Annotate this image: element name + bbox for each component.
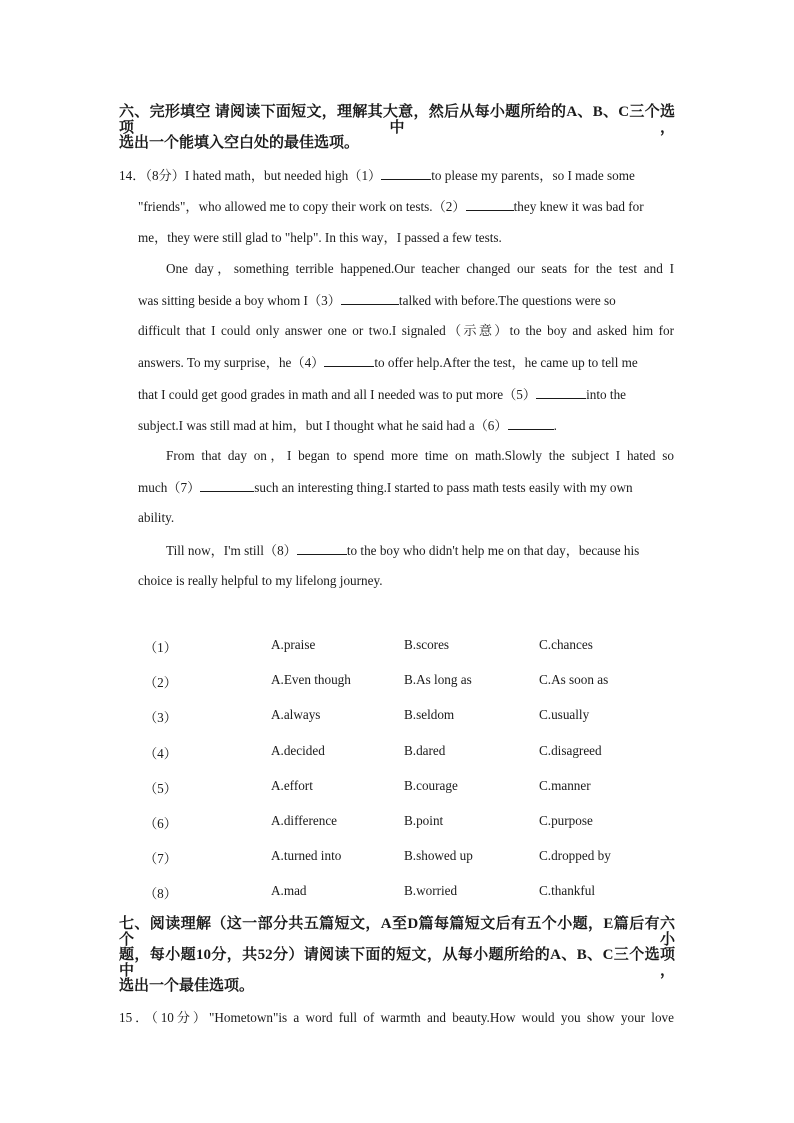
q15-line1: 15．（10分）"Hometown"is a word full of warmth and beauty.How would you show your love — [119, 1010, 674, 1025]
blank-3 — [341, 292, 399, 305]
option-number: （1） — [144, 640, 177, 655]
option-b: B.courage — [404, 778, 458, 793]
q14-para2-line6-text-a: subject.I was still mad at him，but I thought what he said had a（6） — [138, 418, 508, 433]
blank-1 — [381, 167, 431, 180]
q14-para3-line2 — [138, 479, 633, 496]
q14-para2-line3: difficult that I could only answer one or two.I signaled（示意）to the boy and asked him for — [138, 323, 674, 338]
q14-para2-line5-text-a: that I could get good grades in math and all I needed was to put more（5） — [138, 387, 537, 402]
blank-5 — [536, 386, 586, 399]
option-number: （7） — [144, 851, 177, 866]
option-c: C.manner — [539, 778, 591, 793]
q14-line2 — [138, 198, 644, 215]
q14-para2-line4-text-a: answers. To my surprise，he（4） — [138, 355, 325, 370]
section7-heading-line1: 七、阅读理解（这一部分共五篇短文，A至D篇每篇短文后有五个小题，E篇后有六个小 — [119, 916, 675, 948]
option-number: （4） — [144, 746, 177, 761]
q14-para4-line1 — [166, 542, 639, 559]
option-c: C.thankful — [539, 883, 596, 898]
option-b: B.seldom — [404, 707, 455, 722]
q14-para3-line2-text-b: such an interesting thing.I started to pass math tests easily with my own — [254, 480, 633, 495]
blank-2 — [466, 198, 514, 211]
q14-para2-line6-text-b: . — [553, 418, 557, 433]
option-c: C.disagreed — [539, 743, 602, 758]
q14-para3-line2-text-a: much（7） — [138, 480, 201, 495]
option-b: B.dared — [404, 743, 446, 758]
option-a: A.Even though — [271, 672, 351, 687]
option-b: B.showed up — [404, 848, 473, 863]
section7-heading-line2: 题，每小题10分，共52分）请阅读下面的短文，从每小题所给的A、B、C三个选项中， — [119, 947, 675, 979]
option-a: A.effort — [271, 778, 313, 793]
option-a: A.mad — [271, 883, 307, 898]
q14-para2-line2-text-a: was sitting beside a boy whom I（3） — [138, 293, 341, 308]
q14-para4-line1-text-b: to the boy who didn't help me on that day，because his — [346, 543, 640, 558]
option-number: （5） — [144, 781, 177, 796]
option-number: （3） — [144, 710, 177, 725]
q14-para2-line6 — [138, 417, 557, 434]
option-c: C.chances — [539, 637, 593, 652]
option-c: C.usually — [539, 707, 590, 722]
option-number: （2） — [144, 675, 177, 690]
section6-heading-line1: 六、完形填空 请阅读下面短文，理解其大意，然后从每小题所给的A、B、C三个选项中， — [119, 104, 675, 136]
option-b: B.scores — [404, 637, 450, 652]
blank-4 — [324, 354, 374, 367]
section6-heading-line2: 选出一个能填入空白处的最佳选项。 — [119, 135, 360, 151]
option-c: C.purpose — [539, 813, 593, 828]
q14-line2-text-a: "friends"，who allowed me to copy their work on tests.（2） — [138, 199, 466, 214]
q14-para4-line2: choice is really helpful to my lifelong journey. — [138, 573, 383, 588]
option-a: A.turned into — [271, 848, 342, 863]
q14-line1 — [119, 167, 675, 184]
option-c: C.dropped by — [539, 848, 611, 863]
q14-line3: me，they were still glad to "help". In this way，I passed a few tests. — [138, 230, 502, 245]
q14-para2-line4 — [138, 354, 638, 371]
q14-para3-line3: ability. — [138, 510, 175, 525]
q14-line2-text-b: they knew it was bad for — [513, 199, 644, 214]
q14-para2-line2-text-b: talked with before.The questions were so — [398, 293, 616, 308]
q14-para3-line1: From that day on，I began to spend more time on math.Slowly the subject I hated so — [166, 448, 674, 463]
q14-para2-line2 — [138, 292, 616, 309]
option-c: C.As soon as — [539, 672, 609, 687]
q14-line1-text-b: to please my parents，so I made some — [431, 168, 635, 183]
option-number: （8） — [144, 886, 177, 901]
option-a: A.always — [271, 707, 321, 722]
option-b: B.point — [404, 813, 444, 828]
option-b: B.As long as — [404, 672, 472, 687]
option-a: A.difference — [271, 813, 338, 828]
q14-para2-line4-text-b: to offer help.After the test，he came up to tell me — [374, 355, 638, 370]
section7-heading-line3: 选出一个最佳选项。 — [119, 978, 255, 994]
q14-para2-line1: One day，something terrible happened.Our teacher changed our seats for the test and I — [166, 261, 674, 276]
q14-line1-text-a: 14．（8分）I hated math，but needed high（1） — [119, 168, 382, 183]
blank-6 — [508, 417, 554, 430]
blank-8 — [297, 542, 347, 555]
blank-7 — [200, 479, 254, 492]
option-b: B.worried — [404, 883, 458, 898]
option-number: （6） — [144, 816, 177, 831]
q14-para4-line1-text-a: Till now，I'm still（8） — [166, 543, 297, 558]
option-a: A.decided — [271, 743, 325, 758]
option-a: A.praise — [271, 637, 316, 652]
q14-para2-line5-text-b: into the — [586, 387, 627, 402]
q14-para2-line5 — [138, 386, 626, 403]
